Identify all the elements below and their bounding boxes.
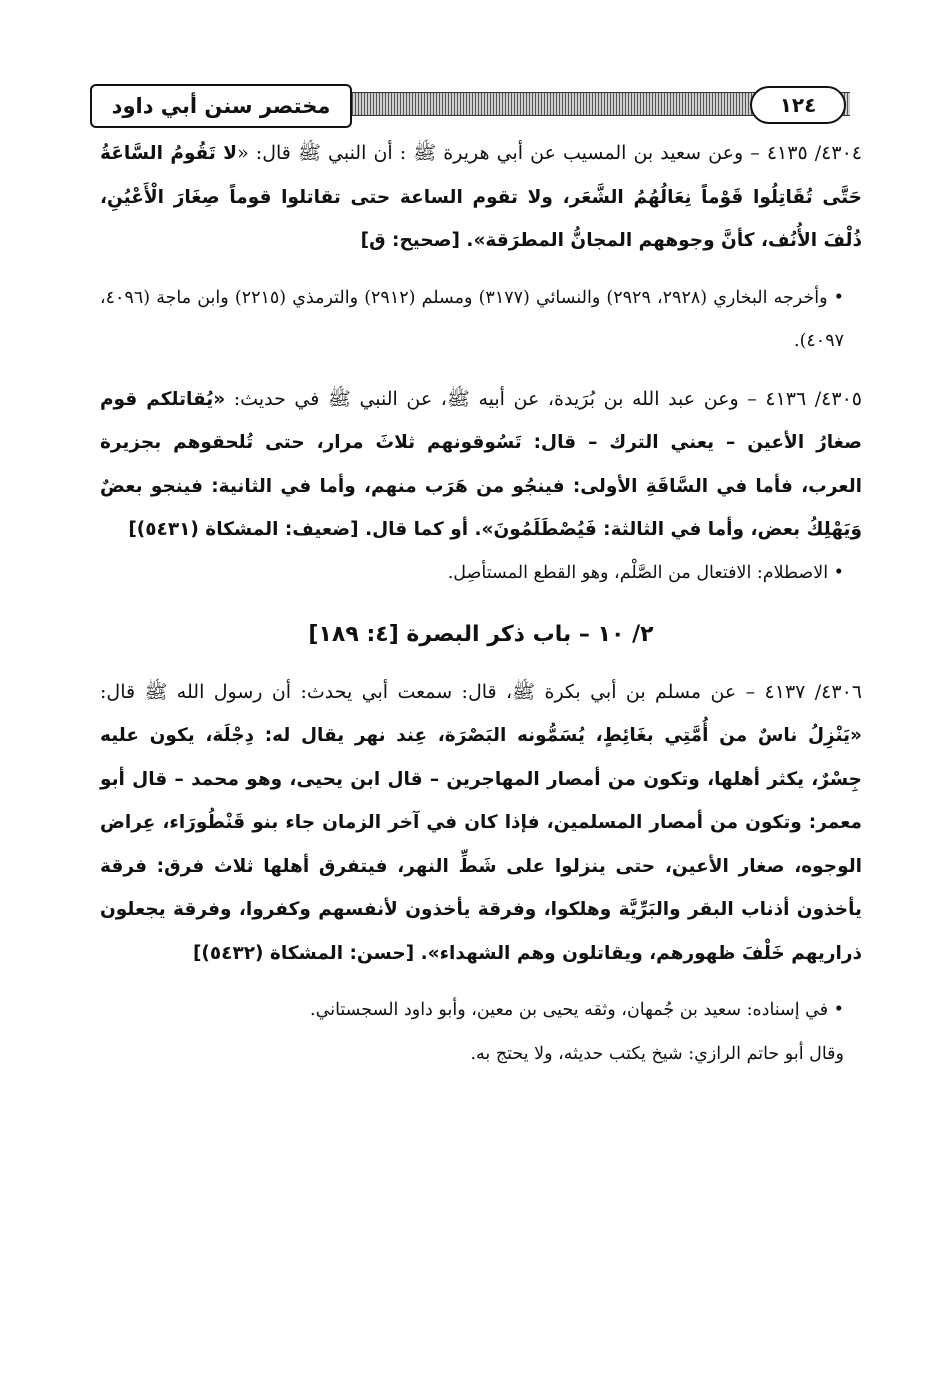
hadith-4306-intro: ٤٣٠٦/ ٤١٣٧ – عن مسلم بن أبي بكرة ﷺ، قال: سمعت أبي يحدث: أن رسول الله ﷺ قال:: [100, 680, 862, 703]
hadith-4304-takhrij: • وأخرجه البخاري (٢٩٢٨، ٢٩٢٩) والنسائي (٣١٧٧) ومسلم (٢٩١٢) والترمذي (٢٢١٥) وابن ماجة (٤٠٩٦، ٤٠٩٧).: [100, 287, 844, 351]
hadith-4304: [100, 132, 862, 263]
hadith-4306: [100, 671, 862, 976]
hadith-4304-text: لا تَقُومُ السَّاعَةُ حَتَّى تُقَاتِلُوا قَوْماً نِعَالُهُمُ الشَّعَر، ولا تقوم الساعة حتى تقاتلوا قوماً صِغَارَ الْأَعْيُنِ، ذُلْفَ الأُنُف، كأنَّ وجوههم المجانُّ المطرَقة». [صحيح: ق]: [100, 143, 862, 251]
hadith-4305-intro: ٤٣٠٥/ ٤١٣٦ – وعن عبد الله بن بُرَيدة، عن أبيه ﷺ، عن النبي ﷺ في حديث:: [233, 387, 862, 410]
book-title: مختصر سنن أبي داود: [90, 84, 352, 128]
page-header: [90, 84, 860, 126]
hadith-4304-intro: ٤٣٠٤/ ٤١٣٥ – وعن سعيد بن المسيب عن أبي هريرة ﷺ : أن النبي ﷺ قال: «: [237, 142, 862, 164]
chapter-heading: ٢/ ١٠ – باب ذكر البصرة [٤: ١٨٩]: [308, 622, 654, 647]
hadith-4306-note-2: وقال أبو حاتم الرازي: شيخ يكتب حديثه، ولا يحتج به.: [470, 1043, 844, 1064]
hadith-4305-text: «يُقاتلكم قوم صغارُ الأعين – يعني الترك – قال: تَسُوقونهم ثلاثَ مرار، حتى تُلحقوهم بجزيرة العرب، فأما في السَّاقَةِ الأولى: فينجُو من هَرَب منهم، وأما في الثانية: فينجو بعضٌ وَيَهْلِكُ بعض، وأما في الثالثة: فَيُصْطَلَمُونَ». أو كما قال. [ضعيف: المشكاة (٥٤٣١)]: [100, 388, 862, 540]
hadith-4306-text: «يَنْزِلُ ناسٌ من أُمَّتِي بغَائِطٍ، يُسَمُّونه البَصْرَة، عِند نهر يقال له: دِجْلَة، يكون عليه جِسْرٌ، يكثر أهلها، وتكون من أمصار المهاجرين – قال ابن يحيى، وهو محمد – قال أبو معمر: وتكون من أمصار المسلمين، فإذا كان في آخر الزمان جاء بنو قَنْطُورَاء، عِراض الوجوه، صغار الأعين، حتى ينزلوا على شَطِّ النهر، فيتفرق أهلها ثلاث فرق: فرقة يأخذون أذناب البقر والبَرِّيَّة وهلكوا، وفرقة يأخذون لأنفسهم وكفروا، وفرقة يجعلون ذراريهم خَلْفَ ظهورهم، ويقاتلون وهم الشهداء». [حسن: المشكاة (٥٤٣٢)]: [100, 725, 862, 964]
page-number: ١٢٤: [750, 86, 846, 124]
hadith-4306-note-1: • في إسناده: سعيد بن جُمهان، وثقه يحيى بن معين، وأبو داود السجستاني.: [310, 1000, 844, 1020]
hadith-4305-note: • الاصطلام: الافتعال من الصَّلْم، وهو القطع المستأصِل.: [447, 562, 844, 583]
page-body: [100, 132, 862, 1076]
hadith-4305: [100, 378, 862, 552]
